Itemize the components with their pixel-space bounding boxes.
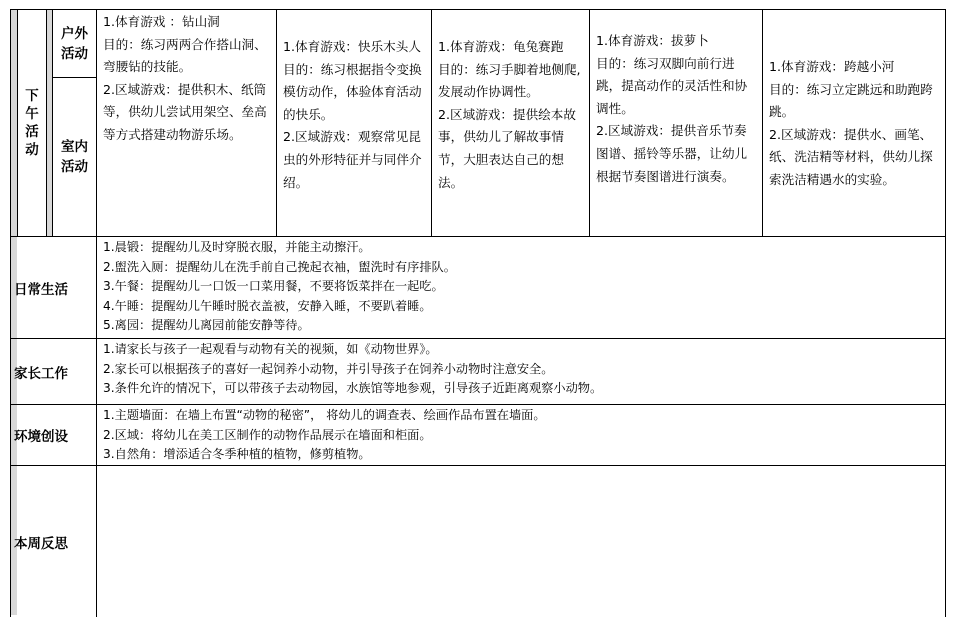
day-5-line-2: 目的：练习立定跳远和助跑跨跳。 bbox=[769, 81, 933, 120]
day-2-line-3: 2.区域游戏：观察常见昆虫的外形特征并与同伴介绍。 bbox=[283, 129, 422, 190]
day-1-line-1: 1.体育游戏 ：钻山洞 bbox=[103, 14, 220, 29]
day-5-line-3: 2.区域游戏：提供水、画笔、纸、洗洁精等材料，供幼儿探索洗洁精遇水的实验。 bbox=[769, 126, 933, 187]
day-3-line-2: 目的：练习手脚着地侧爬,发展动作协调性。 bbox=[438, 61, 581, 100]
day-5-line-1: 1.体育游戏：跨越小河 bbox=[769, 59, 895, 74]
day-column-2 bbox=[277, 36, 431, 236]
day-column-4 bbox=[590, 30, 762, 236]
daily-life-item: 5.离园：提醒幼儿离园前能安静等待。 bbox=[103, 318, 310, 332]
parent-work-item: 3.条件允许的情况下，可以带孩子去动物园，水族馆等地参观，引导孩子近距离观察小动物。 bbox=[103, 381, 603, 395]
day-column-1 bbox=[97, 11, 276, 236]
environment-item: 2.区域：将幼儿在美工区制作的动物作品展示在墙面和柜面。 bbox=[103, 427, 432, 442]
environment-items bbox=[97, 405, 945, 465]
environment-label: 环境创设 bbox=[14, 429, 68, 445]
daily-life-items bbox=[97, 237, 945, 338]
day-3-line-1: 1.体育游戏：龟兔赛跑 bbox=[438, 39, 564, 54]
daily-life-item: 3.午餐：提醒幼儿一口饭一口菜用餐，不要将饭菜拌在一起吃。 bbox=[103, 279, 444, 293]
afternoon-section-label: 下午活动 bbox=[25, 88, 39, 158]
day-1-line-3: 2.区域游戏：提供积木、纸筒等，供幼儿尝试用架空、垒高等方式搭建动物游乐场。 bbox=[103, 81, 267, 142]
outdoor-activity-label: 户外活动 bbox=[61, 25, 88, 62]
parent-work-item: 1.请家长与孩子一起观看与动物有关的视频，如《动物世界》。 bbox=[103, 342, 438, 356]
parent-work-item: 2.家长可以根据孩子的喜好一起饲养小动物，并引导孩子在饲养小动物时注意安全。 bbox=[103, 361, 554, 376]
indoor-activity-label: 室内活动 bbox=[61, 139, 88, 175]
environment-item: 1.主题墙面：在墙上布置“动物的秘密”， 将幼儿的调查表、绘画作品布置在墙面。 bbox=[103, 408, 546, 422]
day-4-line-3: 2.区域游戏：提供音乐节奏图谱、摇铃等乐器，让幼儿根据节奏图谱进行演奏。 bbox=[596, 123, 748, 184]
parent-work-items bbox=[97, 339, 945, 404]
environment-item: 3.自然角：增添适合冬季种植的植物，修剪植物。 bbox=[103, 447, 371, 461]
reflection-label: 本周反思 bbox=[14, 535, 68, 552]
day-column-5 bbox=[763, 56, 945, 236]
daily-life-item: 2.盥洗入厕：提醒幼儿在洗手前自己挽起衣袖，盥洗时有序排队。 bbox=[103, 259, 456, 274]
daily-life-label: 日常生活 bbox=[14, 281, 68, 298]
day-2-line-1: 1.体育游戏：快乐木头人 bbox=[283, 39, 421, 54]
day-column-3 bbox=[432, 36, 589, 236]
day-1-line-2: 目的：练习两两合作搭山洞、弯腰钻的技能。 bbox=[103, 36, 267, 75]
parent-work-label: 家长工作 bbox=[14, 365, 68, 382]
reflection-content[interactable] bbox=[97, 466, 945, 617]
daily-life-item: 4.午睡：提醒幼儿午睡时脱衣盖被，安静入睡，不要趴着睡。 bbox=[103, 298, 432, 313]
daily-life-item: 1.晨锻：提醒幼儿及时穿脱衣服，并能主动擦汗。 bbox=[103, 240, 371, 254]
day-4-line-2: 目的：练习双脚向前行进跳，提高动作的灵活性和协调性。 bbox=[596, 55, 748, 116]
day-4-line-1: 1.体育游戏：拔萝卜 bbox=[596, 33, 709, 48]
day-2-line-2: 目的：练习根据指令变换模仿动作，体验体育活动的快乐。 bbox=[283, 61, 422, 122]
day-3-line-3: 2.区域游戏：提供绘本故事，供幼儿了解故事情节，大胆表达自己的想法。 bbox=[438, 106, 576, 190]
